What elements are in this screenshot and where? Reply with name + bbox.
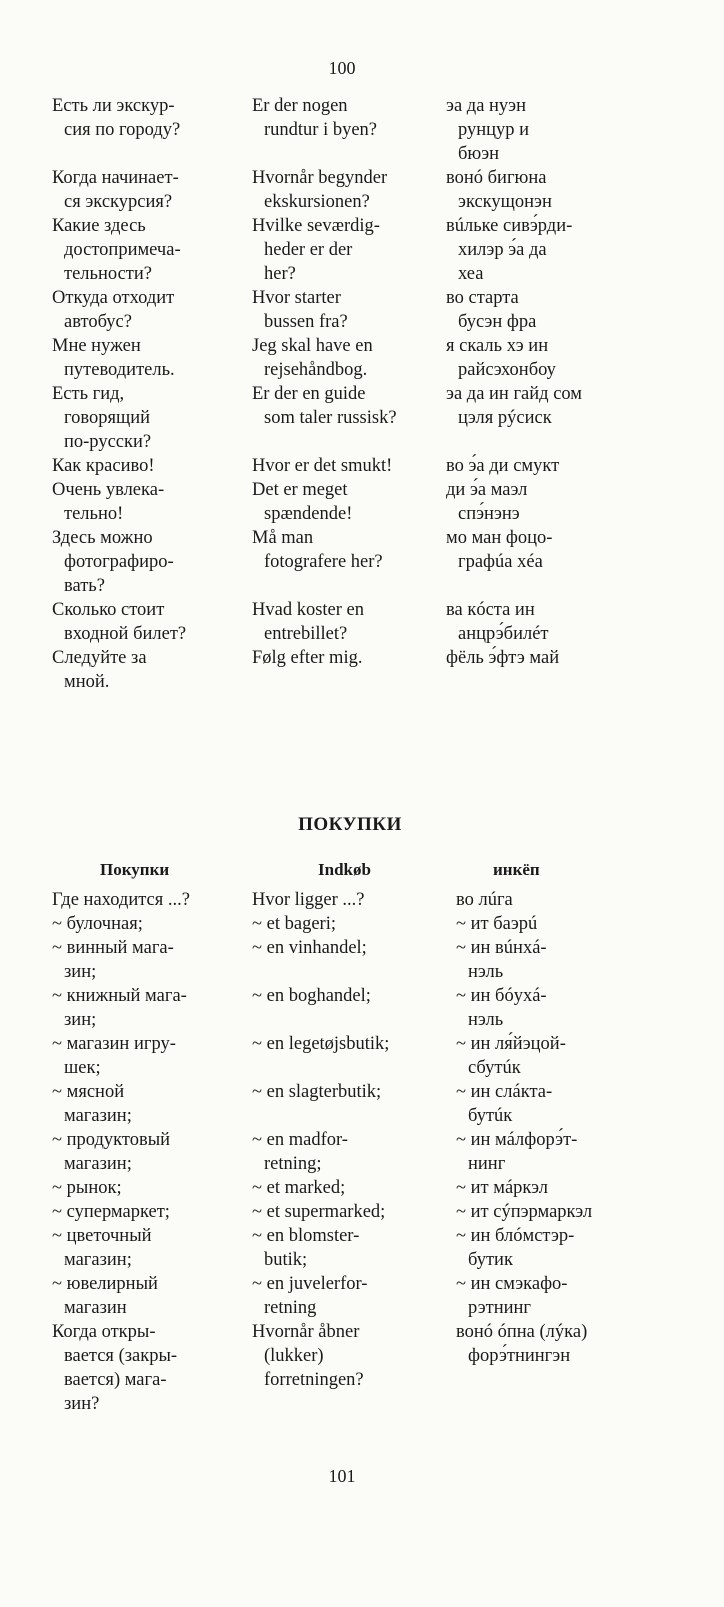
entry-line: я скаль хэ ин — [446, 336, 549, 356]
entry-line: магазин; — [64, 1250, 132, 1270]
entry-line: Сколько стоит — [52, 600, 165, 620]
entry-line: зин; — [64, 1010, 97, 1030]
entry-line: во э́а ди смукт — [446, 456, 560, 476]
entry-line: сия по городу? — [64, 120, 181, 140]
entry-line: Hvor er det smukt! — [252, 456, 393, 476]
entry-line: ~ ин бóухá- — [456, 986, 547, 1006]
entry-line: Когда откры- — [52, 1322, 156, 1342]
entry-line: Hvor ligger ...? — [252, 890, 365, 910]
excursions-danish-column — [252, 94, 397, 670]
entry-line — [52, 142, 186, 166]
header-russian: Покупки — [100, 860, 170, 879]
entry-line: зин? — [64, 1394, 100, 1414]
entry-line: Det er meget — [252, 480, 348, 500]
entry-line: мной. — [64, 672, 110, 692]
entry-line: достопримеча- — [64, 240, 181, 260]
entry-line: her? — [264, 264, 296, 284]
entry-line: зин; — [64, 962, 97, 982]
entry-line: магазин; — [64, 1106, 132, 1126]
entry-line: ekskursionen? — [264, 192, 370, 212]
entry-line: retning; — [264, 1154, 322, 1174]
excursions-russian-column — [52, 94, 186, 694]
entry-line: Очень увлека- — [52, 480, 165, 500]
entry-line — [252, 142, 397, 166]
entry-line: рэтнинг — [468, 1298, 532, 1318]
entry-line: бутик — [468, 1250, 513, 1270]
entry-line: ~ книжный мага- — [52, 986, 187, 1006]
entry-line: вается) мага- — [64, 1370, 167, 1390]
entry-line — [446, 574, 582, 598]
entry-line: магазин — [64, 1298, 127, 1318]
entry-line: тельно! — [64, 504, 124, 524]
entry-line: ~ en vinhandel; — [252, 938, 367, 958]
page-number-bottom: 101 — [328, 1466, 356, 1486]
entry-line — [252, 960, 389, 984]
entry-line: бутúк — [468, 1106, 513, 1126]
entry-line: нэль — [468, 1010, 504, 1030]
entry-line: ~ en slagterbutik; — [252, 1082, 382, 1102]
entry-line: фотографиро- — [64, 552, 174, 572]
entry-line: райсэхонбоу — [458, 360, 556, 380]
entry-line: графúа хéа — [458, 552, 543, 572]
entry-line: ~ ит сýпэрмаркэл — [456, 1202, 593, 1222]
entry-line: входной билет? — [64, 624, 187, 644]
entry-line — [252, 574, 397, 598]
entry-line: bussen fra? — [264, 312, 348, 332]
entry-line: ~ мясной — [52, 1082, 125, 1102]
entry-line: Hvornår begynder — [252, 168, 388, 188]
entry-line: retning — [264, 1298, 317, 1318]
entry-line: анцрэ́билéт — [458, 624, 549, 644]
entry-line — [446, 430, 582, 454]
entry-line: ~ ин мáлфорэ́т- — [456, 1130, 578, 1150]
entry-line: Er der nogen — [252, 96, 348, 116]
entry-line: Есть гид, — [52, 384, 125, 404]
entry-line: Есть ли экскур- — [52, 96, 175, 116]
entry-line — [252, 430, 397, 454]
entry-line: путеводитель. — [64, 360, 175, 380]
entry-line: вать? — [64, 576, 105, 596]
entry-line: (lukker) — [264, 1346, 324, 1366]
entry-line: ~ en boghandel; — [252, 986, 371, 1006]
entry-line: ~ ин блóмстэр- — [456, 1226, 575, 1246]
entry-line: говорящий — [64, 408, 151, 428]
entry-line: Как красиво! — [52, 456, 155, 476]
entry-line: ~ ин слáкта- — [456, 1082, 553, 1102]
entry-line: Где находится ...? — [52, 890, 190, 910]
entry-line: ~ продуктовый — [52, 1130, 171, 1150]
entry-line — [252, 1056, 389, 1080]
entry-line: spændende! — [264, 504, 353, 524]
header-transcription: инкёп — [493, 860, 540, 879]
entry-line: Hvornår åbner — [252, 1322, 360, 1342]
entry-line: ва кóста ин — [446, 600, 535, 620]
entry-line: som taler russisk? — [264, 408, 397, 428]
shopping-russian-column — [52, 888, 190, 1416]
entry-line: вонó бигюна — [446, 168, 547, 188]
entry-line: ~ магазин игру- — [52, 1034, 176, 1054]
entry-line: Jeg skal have en — [252, 336, 373, 356]
entry-line: ~ en juvelerfor- — [252, 1274, 368, 1294]
page-number-top: 100 — [328, 58, 356, 78]
entry-line: форэ́тнингэн — [468, 1346, 571, 1366]
entry-line: ~ ин вúнхá- — [456, 938, 547, 958]
entry-line: entrebillet? — [264, 624, 348, 644]
excursions-transcription-column — [446, 94, 582, 670]
entry-line: фёль э́фтэ май — [446, 648, 560, 668]
entry-line: нинг — [468, 1154, 506, 1174]
entry-line: Hvilke seværdig- — [252, 216, 380, 236]
entry-line: ~ et supermarked; — [252, 1202, 386, 1222]
entry-line: Какие здесь — [52, 216, 146, 236]
entry-line: rundtur i byen? — [264, 120, 378, 140]
entry-line: цэля рýсиск — [458, 408, 552, 428]
entry-line: по-русски? — [64, 432, 152, 452]
entry-line: бусэн фра — [458, 312, 537, 332]
entry-line: во старта — [446, 288, 519, 308]
entry-line: магазин; — [64, 1154, 132, 1174]
entry-line: ~ ювелирный — [52, 1274, 158, 1294]
entry-line: Følg efter mig. — [252, 648, 363, 668]
entry-line: ~ супермаркет; — [52, 1202, 170, 1222]
entry-line: heder er der — [264, 240, 353, 260]
entry-line: спэ́нэнэ — [458, 504, 520, 524]
entry-line: мо ман фоцо- — [446, 528, 553, 548]
section-title: ПОКУПКИ — [298, 814, 402, 835]
entry-line: ~ en blomster- — [252, 1226, 360, 1246]
entry-line: автобус? — [64, 312, 132, 332]
entry-line: вúльке сивэ́рди- — [446, 216, 573, 236]
entry-line: хеа — [458, 264, 484, 284]
entry-line: ~ булочная; — [52, 914, 143, 934]
entry-line: fotografere her? — [264, 552, 383, 572]
entry-line: шек; — [64, 1058, 101, 1078]
entry-line: Когда начинает- — [52, 168, 179, 188]
header-danish: Indkøb — [318, 860, 371, 879]
entry-line: нэль — [468, 962, 504, 982]
entry-line: ~ et bageri; — [252, 914, 336, 934]
entry-line: ~ ит баэрú — [456, 914, 538, 934]
entry-line: Здесь можно — [52, 528, 153, 548]
entry-line: хилэр э́а да — [458, 240, 547, 260]
entry-line: вается (закры- — [64, 1346, 178, 1366]
entry-line: butik; — [264, 1250, 308, 1270]
entry-line: Er der en guide — [252, 384, 366, 404]
shopping-transcription-column — [456, 888, 592, 1368]
entry-line: Hvad koster en — [252, 600, 364, 620]
entry-line: ~ et marked; — [252, 1178, 346, 1198]
entry-line: Мне нужен — [52, 336, 141, 356]
entry-line: Må man — [252, 528, 314, 548]
entry-line: Откуда отходит — [52, 288, 175, 308]
entry-line: ~ ит мáркэл — [456, 1178, 548, 1198]
entry-line: Hvor starter — [252, 288, 341, 308]
entry-line: ~ винный мага- — [52, 938, 174, 958]
entry-line: ~ ин ля́йэцой- — [456, 1034, 566, 1054]
entry-line: вонó óпна (лýка) — [456, 1322, 588, 1342]
entry-line: бюэн — [458, 144, 500, 164]
entry-line: во лúга — [456, 890, 513, 910]
entry-line: ~ ин смэкафо- — [456, 1274, 568, 1294]
entry-line: ~ en legetøjsbutik; — [252, 1034, 390, 1054]
entry-line: эа да нуэн — [446, 96, 527, 116]
entry-line — [252, 1008, 389, 1032]
entry-line: ди э́а маэл — [446, 480, 528, 500]
entry-line: рунцур и — [458, 120, 530, 140]
shopping-danish-column — [252, 888, 389, 1392]
entry-line: ~ цветочный — [52, 1226, 152, 1246]
entry-line: ся экскурсия? — [64, 192, 173, 212]
entry-line: сбутúк — [468, 1058, 521, 1078]
entry-line: тельности? — [64, 264, 152, 284]
entry-line: Следуйте за — [52, 648, 147, 668]
entry-line: экскущонэн — [458, 192, 552, 212]
entry-line: rejsehåndbog. — [264, 360, 368, 380]
entry-line — [252, 1104, 389, 1128]
entry-line: ~ рынок; — [52, 1178, 122, 1198]
entry-line: forretningen? — [264, 1370, 364, 1390]
entry-line: эа да ин гайд сом — [446, 384, 583, 404]
entry-line: ~ en madfor- — [252, 1130, 348, 1150]
